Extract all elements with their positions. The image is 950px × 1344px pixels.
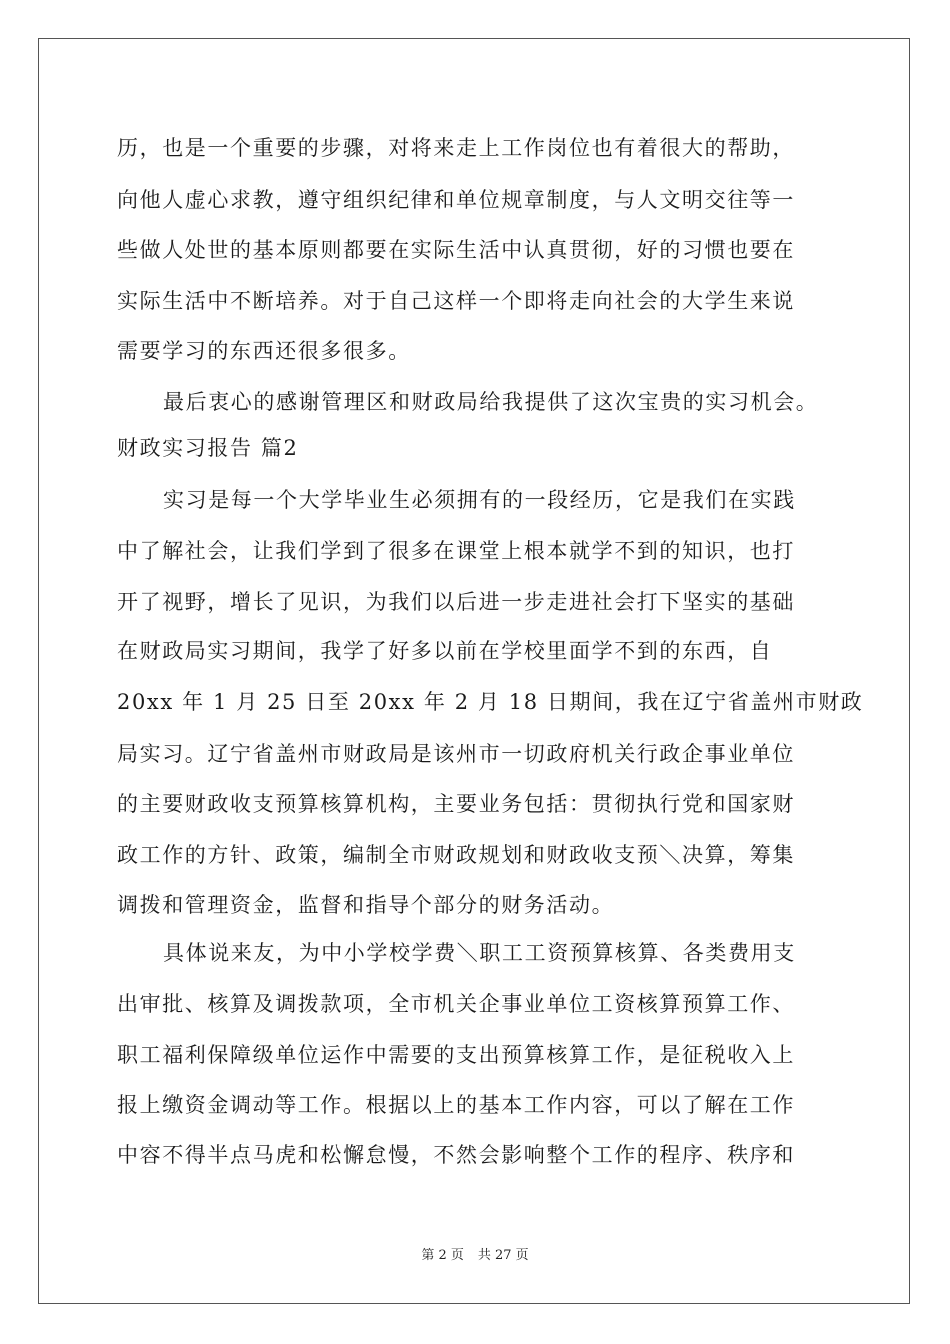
page-footer xyxy=(0,1247,950,1265)
text-line: 的主要财政收支预算核算机构，主要业务包括：贯彻执行党和国家财 xyxy=(117,792,795,816)
text-line: 中容不得半点马虎和松懈怠慢，不然会影响整个工作的程序、秩序和 xyxy=(117,1143,795,1167)
text-line: 职工福利保障级单位运作中需要的支出预算核算工作，是征税收入上 xyxy=(117,1043,795,1067)
text-line: 出审批、核算及调拨款项，全市机关企事业单位工资核算预算工作、 xyxy=(117,992,795,1016)
text-line: 些做人处世的基本原则都要在实际生活中认真贯彻，好的习惯也要在 xyxy=(117,238,795,262)
text-line: 实习是每一个大学毕业生必须拥有的一段经历，它是我们在实践 xyxy=(163,488,796,512)
text-line: 20xx 年 1 月 25 日至 20xx 年 2 月 18 日期间，我在辽宁省盖州市财政 xyxy=(117,690,864,714)
text-line: 中了解社会，让我们学到了很多在课堂上根本就学不到的知识，也打 xyxy=(117,539,795,563)
text-line: 需要学习的东西还很多很多。 xyxy=(117,339,411,363)
text-line: 具体说来友，为中小学校学费＼职工工资预算核算、各类费用支 xyxy=(163,941,796,965)
text-line: 在财政局实习期间，我学了好多以前在学校里面学不到的东西，自 xyxy=(117,639,773,663)
text-line: 最后衷心的感谢管理区和财政局给我提供了这次宝贵的实习机会。 xyxy=(163,390,819,414)
text-line: 向他人虚心求教，遵守组织纪律和单位规章制度，与人文明交往等一 xyxy=(117,188,795,212)
text-line: 开了视野，增长了见识，为我们以后进一步走进社会打下坚实的基础 xyxy=(117,590,795,614)
text-line: 调拨和管理资金，监督和指导个部分的财务活动。 xyxy=(117,893,615,917)
text-line: 报上缴资金调动等工作。根据以上的基本工作内容，可以了解在工作 xyxy=(117,1093,795,1117)
text-line: 历，也是一个重要的步骤，对将来走上工作岗位也有着很大的帮助， xyxy=(117,136,795,160)
page-number: 第 2 页 xyxy=(421,1248,464,1263)
text-line: 政工作的方针、政策，编制全市财政规划和财政收支预＼决算，筹集 xyxy=(117,843,795,867)
text-line: 实际生活中不断培养。对于自己这样一个即将走向社会的大学生来说 xyxy=(117,289,795,313)
text-line: 局实习。辽宁省盖州市财政局是该州市一切政府机关行政企事业单位 xyxy=(117,742,795,766)
page-total: 共 27 页 xyxy=(477,1248,529,1263)
section-heading: 财政实习报告 篇2 xyxy=(117,436,299,460)
